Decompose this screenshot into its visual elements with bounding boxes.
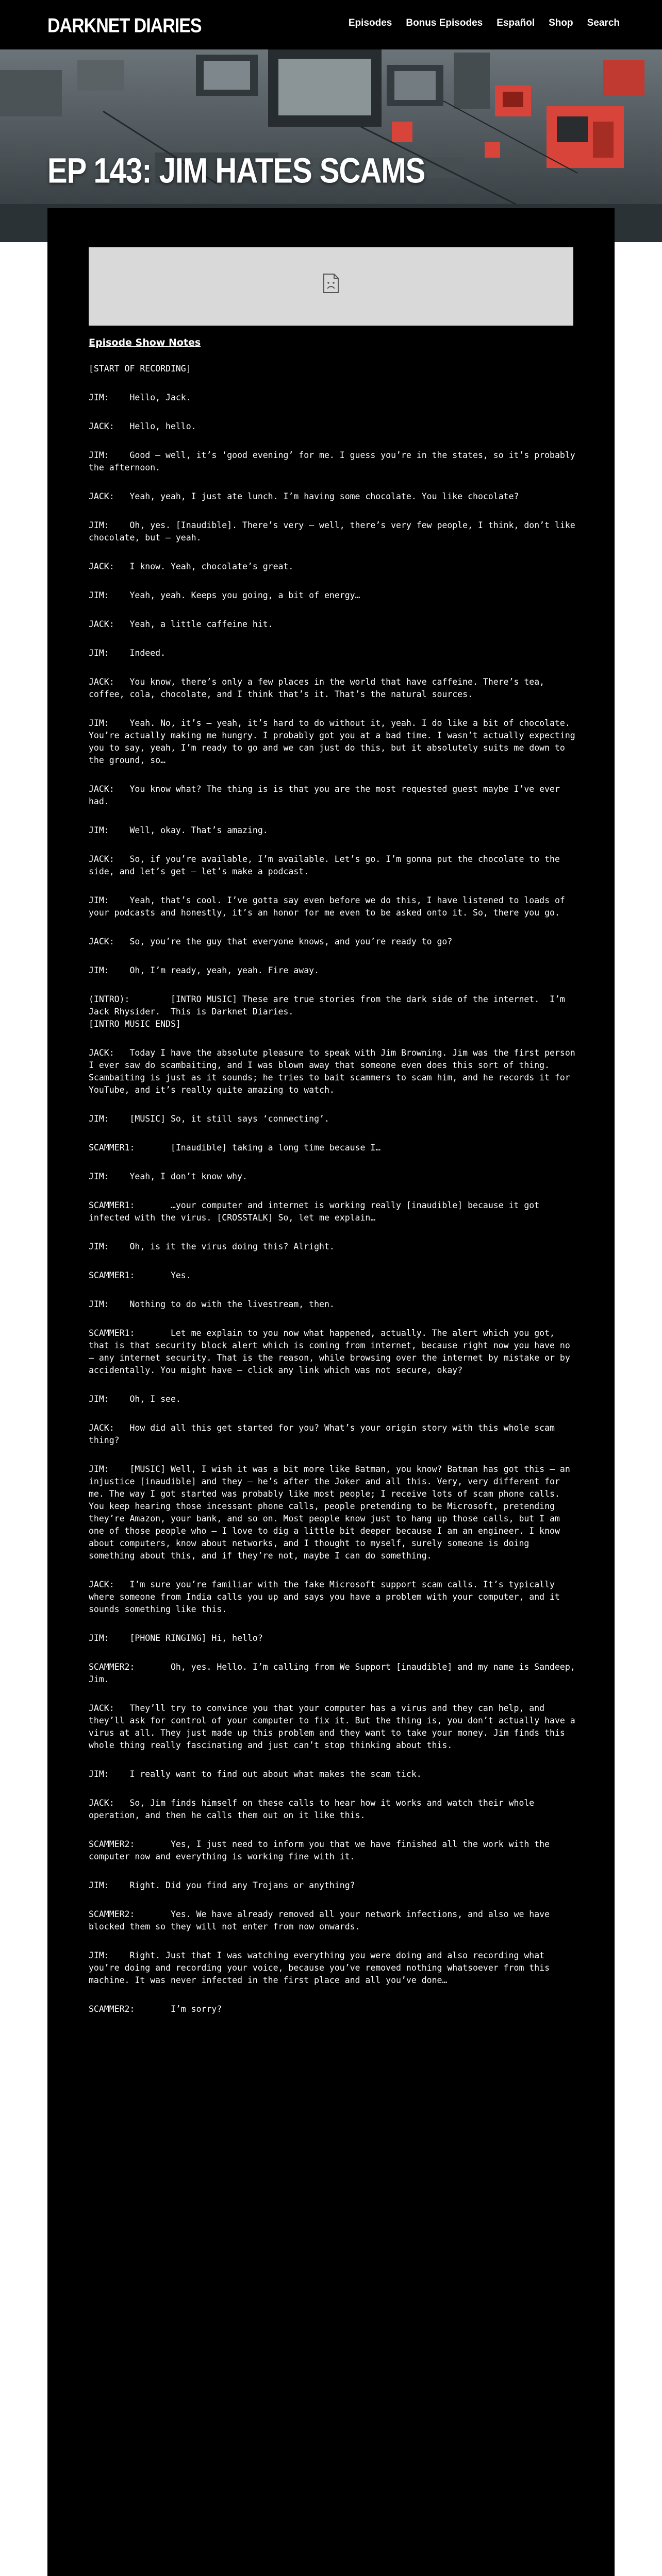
transcript-line: JACK: So, Jim finds himself on these calls to hear how it works and watch their whole operation, and then he calls them out on it like this. xyxy=(89,1798,540,1820)
site-logo[interactable]: DARKNET DIARIES xyxy=(47,14,202,37)
transcript-line: JACK: So, you’re the guy that everyone knows, and you’re ready to go? xyxy=(89,937,453,946)
transcript-line: JIM: Yeah, yeah. Keeps you going, a bit of energy… xyxy=(89,590,360,600)
broken-image-icon xyxy=(323,273,339,294)
transcript-line: (INTRO): [INTRO MUSIC] These are true stories from the dark side of the internet. I’m Jack Rhysider. This is Darknet Diaries. [INTRO MUSIC ENDS] xyxy=(89,994,565,1029)
transcript-line: SCAMMER1: [Inaudible] taking a long time because I… xyxy=(89,1143,381,1153)
transcript-line: JIM: Oh, yes. [Inaudible]. There’s very – well, there’s very few people, I think, don’t like chocolate, but – yeah. xyxy=(89,520,581,543)
transcript-line: JIM: Oh, I see. xyxy=(89,1394,181,1404)
episode-transcript xyxy=(89,363,581,2032)
nav-episodes[interactable]: Episodes xyxy=(348,18,392,28)
transcript-line: JIM: [MUSIC] Well, I wish it was a bit more like Batman, you know? Batman has got this – an injustice [inaudible] and they – he’s after the Joker and all this. Very, very different for me. The way I got started was probably like most people; I receive lots of scam phone calls. You keep hearing those incessant phone calls, people pretending to be Microsoft, pretending they’re Amazon, your bank, and so on. Most people know just to hang up those calls, but I am one of those people who – I love to dig a little bit deeper because I am an engineer. I know about computers, know about networks, and I thought to myself, surely someone is doing something about this, and if they’re not, maybe I can do something. xyxy=(89,1464,575,1561)
site-header xyxy=(0,0,662,49)
transcript-line: JIM: Indeed. xyxy=(89,648,166,658)
audio-player-embed[interactable] xyxy=(89,247,573,326)
transcript-line: JACK: You know, there’s only a few places in the world that have caffeine. There’s tea, coffee, cola, chocolate, and I think that’s it. That’s the natural sources. xyxy=(89,677,550,699)
transcript-line: JACK: I’m sure you’re familiar with the fake Microsoft support scam calls. It’s typically where someone from India calls you up and says you have a problem with your computer, and it sounds something like this. xyxy=(89,1580,565,1614)
transcript-line: JIM: Well, okay. That’s amazing. xyxy=(89,825,268,835)
main-nav xyxy=(349,18,620,29)
transcript-line: [START OF RECORDING] xyxy=(89,364,191,374)
transcript-line: JIM: Oh, is it the virus doing this? Alright. xyxy=(89,1242,335,1251)
nav-bonus-episodes[interactable]: Bonus Episodes xyxy=(406,18,483,28)
transcript-line: SCAMMER2: Yes. We have already removed all your network infections, and also we have blocked them so they will not enter from now onwards. xyxy=(89,1909,555,1931)
transcript-line: SCAMMER2: I’m sorry? xyxy=(89,2004,222,2014)
transcript-line: JIM: [MUSIC] So, it still says ‘connecting’. xyxy=(89,1114,329,1124)
transcript-line: SCAMMER1: Yes. xyxy=(89,1270,191,1280)
transcript-line: JIM: Right. Just that I was watching everything you were doing and also recording what you’re doing and recording your voice, because you’ve removed nothing whatsoever from this machine. It was never infected in the first place and all you’ve done… xyxy=(89,1951,555,1985)
nav-search[interactable]: Search xyxy=(587,18,620,28)
episode-title: EP 143: JIM HATES SCAMS xyxy=(47,151,425,191)
transcript-line: SCAMMER1: …your computer and internet is working really [inaudible] because it got infected with the virus. [CROSSTALK] So, let me explain… xyxy=(89,1200,545,1223)
transcript-line: JIM: [PHONE RINGING] Hi, hello? xyxy=(89,1633,263,1643)
nav-espanol[interactable]: Español xyxy=(496,18,535,28)
transcript-line: SCAMMER1: Let me explain to you now what happened, actually. The alert which you got, that is that security block alert which is coming from internet, because right now you have no – any internet security. That is the reason, while browsing over the internet by mistake or by accidentally. You might have – click any link which was not secure, okay? xyxy=(89,1328,575,1375)
transcript-line: JACK: You know what? The thing is is that you are the most requested guest maybe I’ve ever had. xyxy=(89,784,565,806)
nav-shop[interactable]: Shop xyxy=(549,18,573,28)
transcript-line: JACK: They’ll try to convince you that your computer has a virus and they can help, and they’ll ask for control of your computer to fix it. But the thing is, you don’t actually have a virus at all. They just made up this problem and they want to take your money. Jim finds this whole thing really fascinating and just can’t stop thinking about this. xyxy=(89,1703,581,1750)
transcript-line: JIM: Yeah. No, it’s – yeah, it’s hard to do without it, yeah. I do like a bit of chocolate. You’re actually making me hungry. I probably got you at a bad time. I wasn’t actually expecting you to say, yeah, I’m ready to go and we can just do this, but it absolutely suits me down to the ground, so… xyxy=(89,718,581,765)
episode-article xyxy=(47,208,615,2576)
transcript-line: JIM: Yeah, I don’t know why. xyxy=(89,1172,247,1181)
transcript-line: JACK: How did all this get started for you? What’s your origin story with this whole scam thing? xyxy=(89,1423,560,1445)
transcript-line: SCAMMER2: Oh, yes. Hello. I’m calling from We Support [inaudible] and my name is Sandeep, Jim. xyxy=(89,1662,581,1684)
transcript-line: JACK: I know. Yeah, chocolate’s great. xyxy=(89,562,294,571)
transcript-line: JIM: Right. Did you find any Trojans or anything? xyxy=(89,1880,355,1890)
transcript-line: JIM: Good – well, it’s ‘good evening’ for me. I guess you’re in the states, so it’s probably the afternoon. xyxy=(89,450,581,472)
transcript-line: JACK: Today I have the absolute pleasure to speak with Jim Browning. Jim was the first person I ever saw do scambaiting, and I was blown away that someone even does this sort of thing. Scambaiting is just as it sounds; he tries to bait scammers to scam him, and he records it for YouTube, and it’s really quite amazing to watch. xyxy=(89,1048,581,1095)
transcript-line: JACK: Yeah, a little caffeine hit. xyxy=(89,619,273,629)
transcript-line: JACK: Hello, hello. xyxy=(89,421,196,431)
transcript-line: JACK: So, if you’re available, I’m available. Let’s go. I’m gonna put the chocolate to the side, and let’s get – let’s make a podcast. xyxy=(89,854,565,876)
transcript-line: JIM: Hello, Jack. xyxy=(89,393,191,402)
transcript-line: JIM: Nothing to do with the livestream, then. xyxy=(89,1299,335,1309)
transcript-line: JIM: Oh, I’m ready, yeah, yeah. Fire away. xyxy=(89,965,320,975)
transcript-line: JIM: Yeah, that’s cool. I’ve gotta say even before we do this, I have listened to loads of your podcasts and honestly, it’s an honor for me even to be asked onto it. So, there you go. xyxy=(89,895,570,918)
transcript-line: JACK: Yeah, yeah, I just ate lunch. I’m having some chocolate. You like chocolate? xyxy=(89,492,519,501)
transcript-line: SCAMMER2: Yes, I just need to inform you that we have finished all the work with the computer now and everything is working fine with it. xyxy=(89,1839,555,1861)
transcript-line: JIM: I really want to find out about what makes the scam tick. xyxy=(89,1769,422,1779)
episode-show-notes-link[interactable]: Episode Show Notes xyxy=(89,337,201,348)
